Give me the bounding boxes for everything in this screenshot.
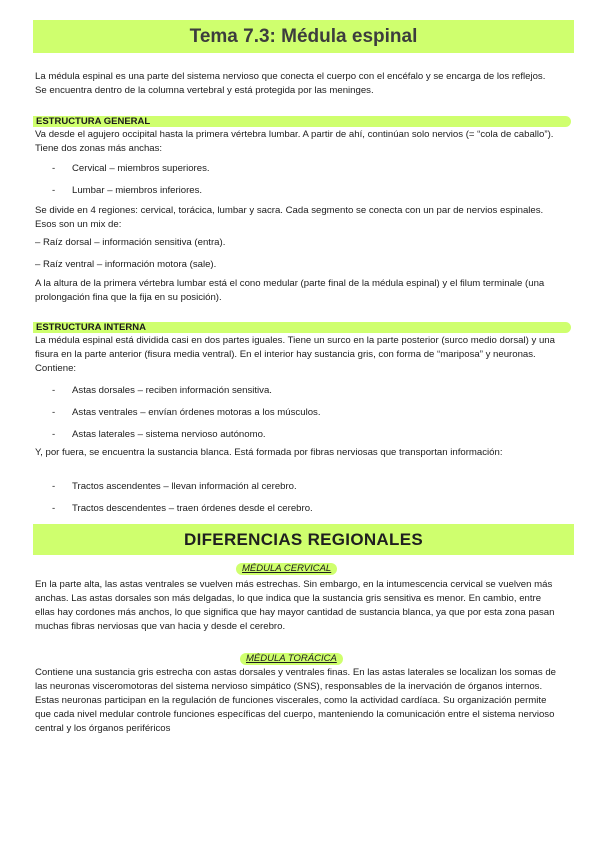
subheading-medula-toracica: MÉDULA TORÁCICA: [240, 653, 343, 665]
bullet-dash: -: [52, 185, 56, 196]
bullet-astas-laterales: [52, 428, 266, 442]
bullet-text: Cervical – miembros superiores.: [72, 163, 210, 174]
raiz-ventral-line: – Raíz ventral – información motora (sale).: [35, 259, 217, 270]
bullet-dash: -: [52, 407, 56, 418]
estructura-general-paragraph-3: A la altura de la primera vértebra lumbar está el cono medular (parte final de la médula espinal) y el filum terminale (una prolongación fina que la fija en su posición).: [35, 278, 545, 303]
bullet-lumbar: [52, 184, 202, 198]
bullet-dash: -: [52, 429, 56, 440]
intro-paragraph: La médula espinal es una parte del sistema nervioso que conecta el cuerpo con el encéfalo y se encarga de los reflejos. Se encuentra dentro de la columna vertebral y está protegida por las meninges.: [35, 71, 546, 96]
raiz-dorsal-line: – Raíz dorsal – información sensitiva (entra).: [35, 237, 226, 248]
bullet-text: Lumbar – miembros inferiores.: [72, 185, 203, 196]
page-title: Tema 7.3: Médula espinal: [33, 20, 574, 53]
estructura-general-paragraph-2: Se divide en 4 regiones: cervical, torácica, lumbar y sacra. Cada segmento se conecta con un par de nervios espinales. Esos son un mix de:: [35, 205, 544, 230]
bullet-dash: -: [52, 481, 56, 492]
estructura-general-paragraph-1: Va desde el agujero occipital hasta la primera vértebra lumbar. A partir de ahí, continúan solo nervios (= “cola de caballo”). Tiene dos zonas más anchas:: [35, 129, 554, 154]
bullet-text: Tractos ascendentes – llevan información al cerebro.: [72, 481, 297, 492]
estructura-interna-paragraph-2: Y, por fuera, se encuentra la sustancia blanca. Está formada por fibras nerviosas que transportan información:: [35, 447, 503, 458]
bullet-astas-dorsales: [52, 384, 272, 398]
bullet-astas-ventrales: [52, 406, 321, 420]
bullet-tractos-descendentes: [52, 502, 313, 516]
bullet-text: Astas ventrales – envían órdenes motoras a los músculos.: [72, 407, 321, 418]
section-heading-estructura-general: ESTRUCTURA GENERAL: [33, 116, 571, 127]
medula-cervical-paragraph: En la parte alta, las astas ventrales se vuelven más estrechas. Sin embargo, en la intumescencia cervical se vuelven más anchas. Las astas dorsales son más delgadas, lo que indica que la sustancia gris sensitiva es menor. En cambio, entre ellas hay cordones más anchos, lo que significa que hay mayor cantidad de sustancia blanca, ya que por esta zona pasan muchas fibras nerviosas que van hacia y desde el cerebro.: [35, 579, 555, 632]
bullet-text: Tractos descendentes – traen órdenes desde el cerebro.: [72, 503, 313, 514]
section-heading-estructura-interna: ESTRUCTURA INTERNA: [33, 322, 571, 333]
bullet-dash: -: [52, 163, 56, 174]
bullet-tractos-ascendentes: [52, 480, 297, 494]
bullet-cervical: [52, 162, 210, 176]
section-heading-diferencias-regionales: DIFERENCIAS REGIONALES: [33, 524, 574, 555]
subheading-medula-cervical: MÉDULA CERVICAL: [236, 563, 337, 575]
estructura-interna-paragraph-1: La médula espinal está dividida casi en dos partes iguales. Tiene un surco en la parte posterior (surco medio dorsal) y una fisura en la parte anterior (fisura media ventral). En el interior hay sustancia gris, con forma de “mariposa” y neuronas. Contiene:: [35, 335, 555, 374]
bullet-dash: -: [52, 503, 56, 514]
bullet-dash: -: [52, 385, 56, 396]
medula-toracica-paragraph: Contiene una sustancia gris estrecha con astas dorsales y ventrales finas. En las astas laterales se localizan los somas de las neuronas visceromotoras del sistema nervioso simpático (SNS), responsables de la inervación de órganos internos. Estas neuronas participan en la regulación de funciones viscerales, como la actividad cardíaca. Su organización permite que cada nivel medular controle funciones específicas del cuerpo, manteniendo la comunicación entre el sistema nervioso central y los órganos periféricos: [35, 667, 556, 734]
bullet-text: Astas laterales – sistema nervioso autónomo.: [72, 429, 266, 440]
bullet-text: Astas dorsales – reciben información sensitiva.: [72, 385, 272, 396]
